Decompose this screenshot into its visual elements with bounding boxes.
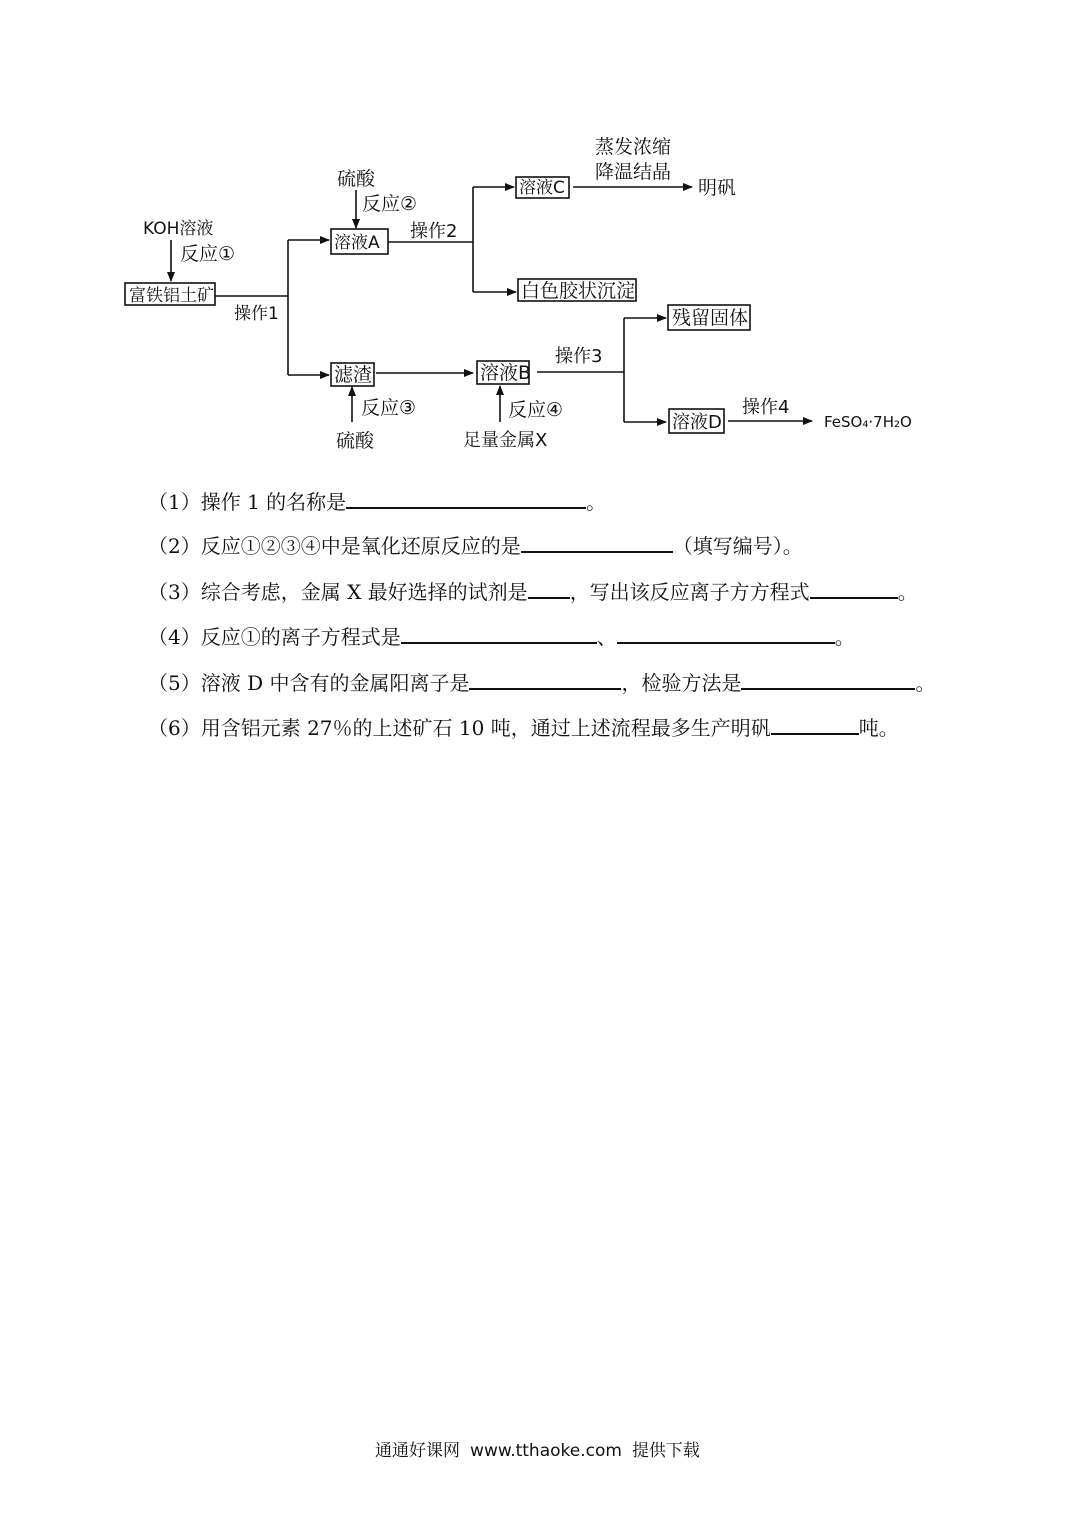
question-1-text: （1）操作 1 的名称是: [148, 490, 347, 514]
question-3-mid: ，写出该反应离子方方程式: [569, 580, 810, 604]
question-3-text: （3）综合考虑，金属 X 最好选择的试剂是: [148, 580, 528, 604]
question-4-end: 。: [834, 625, 855, 649]
question-5-end: 。: [915, 671, 936, 695]
footer-site: 通通好课网: [375, 1441, 461, 1461]
question-1: [148, 487, 606, 516]
question-3: [148, 577, 918, 606]
label-op2: 操作2: [410, 221, 458, 242]
question-4-mid: 、: [596, 625, 617, 649]
label-metalX: 足量金属X: [463, 430, 548, 451]
label-solB: 溶液B: [480, 362, 532, 384]
label-ore: 富铁铝土矿: [129, 286, 214, 306]
answer-blank-2[interactable]: [521, 531, 673, 553]
label-solA: 溶液A: [334, 233, 380, 253]
question-1-end: 。: [586, 490, 607, 514]
label-alum: 明矾: [698, 177, 737, 199]
label-op1: 操作1: [234, 304, 279, 324]
label-koh: KOH溶液: [143, 219, 214, 239]
page-footer: [0, 1436, 1075, 1461]
label-op4: 操作4: [742, 397, 790, 418]
label-solid: 残留固体: [672, 307, 749, 329]
label-solC: 溶液C: [519, 178, 565, 198]
answer-blank-3a[interactable]: [528, 577, 570, 599]
label-evap2: 降温结晶: [595, 161, 672, 183]
question-4: [148, 622, 855, 651]
question-2-text: （2）反应①②③④中是氧化还原反应的是: [148, 534, 521, 558]
label-r2: 反应②: [362, 193, 418, 215]
answer-blank-1[interactable]: [346, 487, 586, 509]
question-6-text: （6）用含铝元素 27％的上述矿石 10 吨，通过上述流程最多生产明矾: [148, 716, 771, 740]
footer-url[interactable]: www.tthaoke.com: [470, 1441, 622, 1461]
label-solD: 溶液D: [672, 412, 722, 433]
question-6-end: 吨。: [858, 716, 899, 740]
label-evap1: 蒸发浓缩: [595, 136, 672, 158]
answer-blank-4a[interactable]: [401, 622, 597, 644]
question-6: [148, 713, 899, 742]
label-r1: 反应①: [180, 243, 236, 265]
question-5-mid: ，检验方法是: [621, 671, 742, 695]
label-h2so4-top: 硫酸: [337, 168, 376, 190]
question-2: [148, 531, 803, 560]
label-product: FeSO₄·7H₂O: [824, 413, 912, 431]
question-3-end: 。: [897, 580, 918, 604]
question-5: [148, 668, 935, 697]
label-white-ppt: 白色胶状沉淀: [521, 280, 636, 302]
question-2-end: （填写编号）。: [672, 534, 803, 558]
label-residue: 滤渣: [334, 364, 373, 386]
answer-blank-6[interactable]: [771, 713, 859, 735]
process-flowchart: [0, 0, 1075, 470]
answer-blank-5b[interactable]: [741, 668, 915, 690]
question-5-text: （5）溶液 D 中含有的金属阳离子是: [148, 671, 470, 695]
answer-blank-4b[interactable]: [617, 622, 835, 644]
footer-note: 提供下载: [631, 1441, 700, 1461]
answer-blank-3b[interactable]: [810, 577, 898, 599]
answer-blank-5a[interactable]: [469, 668, 621, 690]
label-r4: 反应④: [508, 399, 564, 421]
label-op3: 操作3: [555, 346, 603, 367]
label-h2so4-bottom: 硫酸: [336, 430, 375, 452]
label-r3: 反应③: [361, 397, 417, 419]
question-4-text: （4）反应①的离子方程式是: [148, 625, 401, 649]
